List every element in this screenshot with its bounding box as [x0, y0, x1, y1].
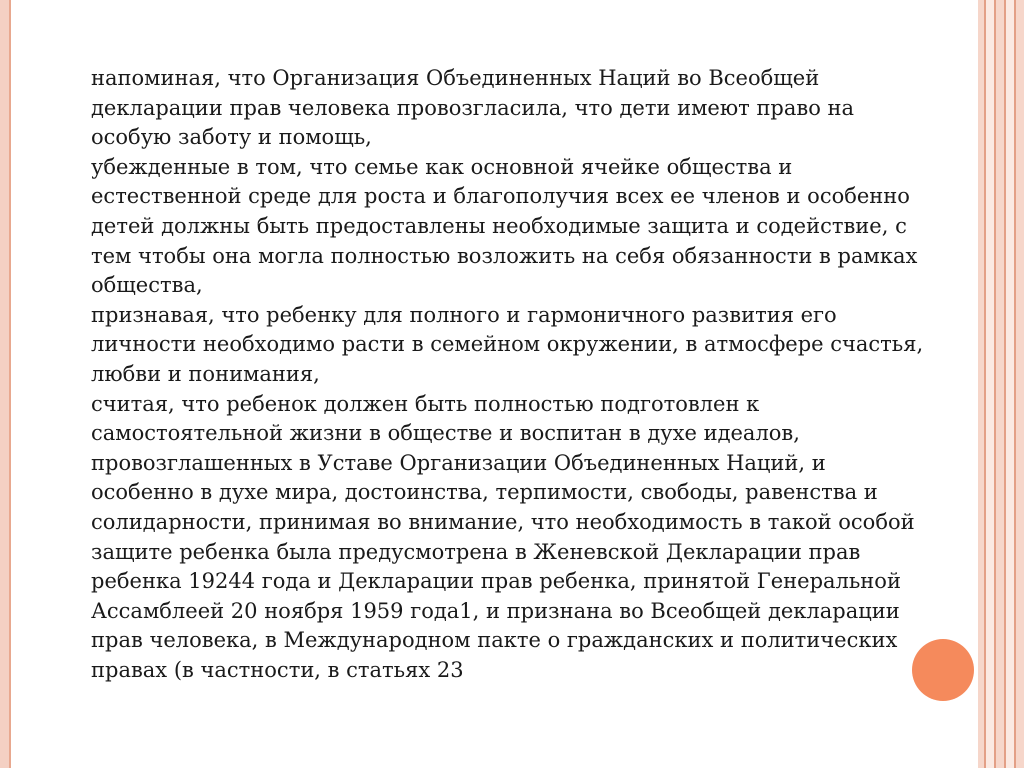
right-stripe [1006, 0, 1014, 768]
left-border [0, 0, 9, 768]
paragraph: напоминая, что Организация Объединенных Наций во Всеобщей декларации прав человека провозгласила, что дети имеют право на особую заботу и помощь, [91, 66, 855, 150]
right-stripe [1016, 0, 1024, 768]
paragraph: считая, что ребенок должен быть полностью подготовлен к самостоятельной жизни в обществе и воспитан в духе идеалов, провозглашенных в Уставе Организации Объединенных Наций, и особенно в духе мира, достоинства, терпимости, свободы, равенства и солидарности, принимая во внимание, что необходимость в такой особой защите ребенка была предусмотрена в Женевской Декларации прав ребенка 19244 года и Декларации прав ребенка, принятой Генеральной Ассамблеей 20 ноября 1959 года1, и признана во Всеобщей декларации прав человека, в Международном пакте о гражданских и политических правах (в частности, в статьях 23 [91, 391, 915, 682]
right-stripe [996, 0, 1004, 768]
paragraph: убежденные в том, что семье как основной ячейке общества и естественной среде для роста и благополучия всех ее членов и особенно детей должны быть предоставлены необходимые защита и содействие, с тем чтобы она могла полностью возложить на себя обязанности в рамках общества, [91, 154, 918, 298]
left-border-line [9, 0, 11, 768]
right-stripe [986, 0, 994, 768]
paragraph: признавая, что ребенку для полного и гармоничного развития его личности необходимо расти в семейном окружении, в атмосфере счастья, любви и понимания, [91, 302, 924, 386]
slide-body-text [91, 64, 931, 685]
